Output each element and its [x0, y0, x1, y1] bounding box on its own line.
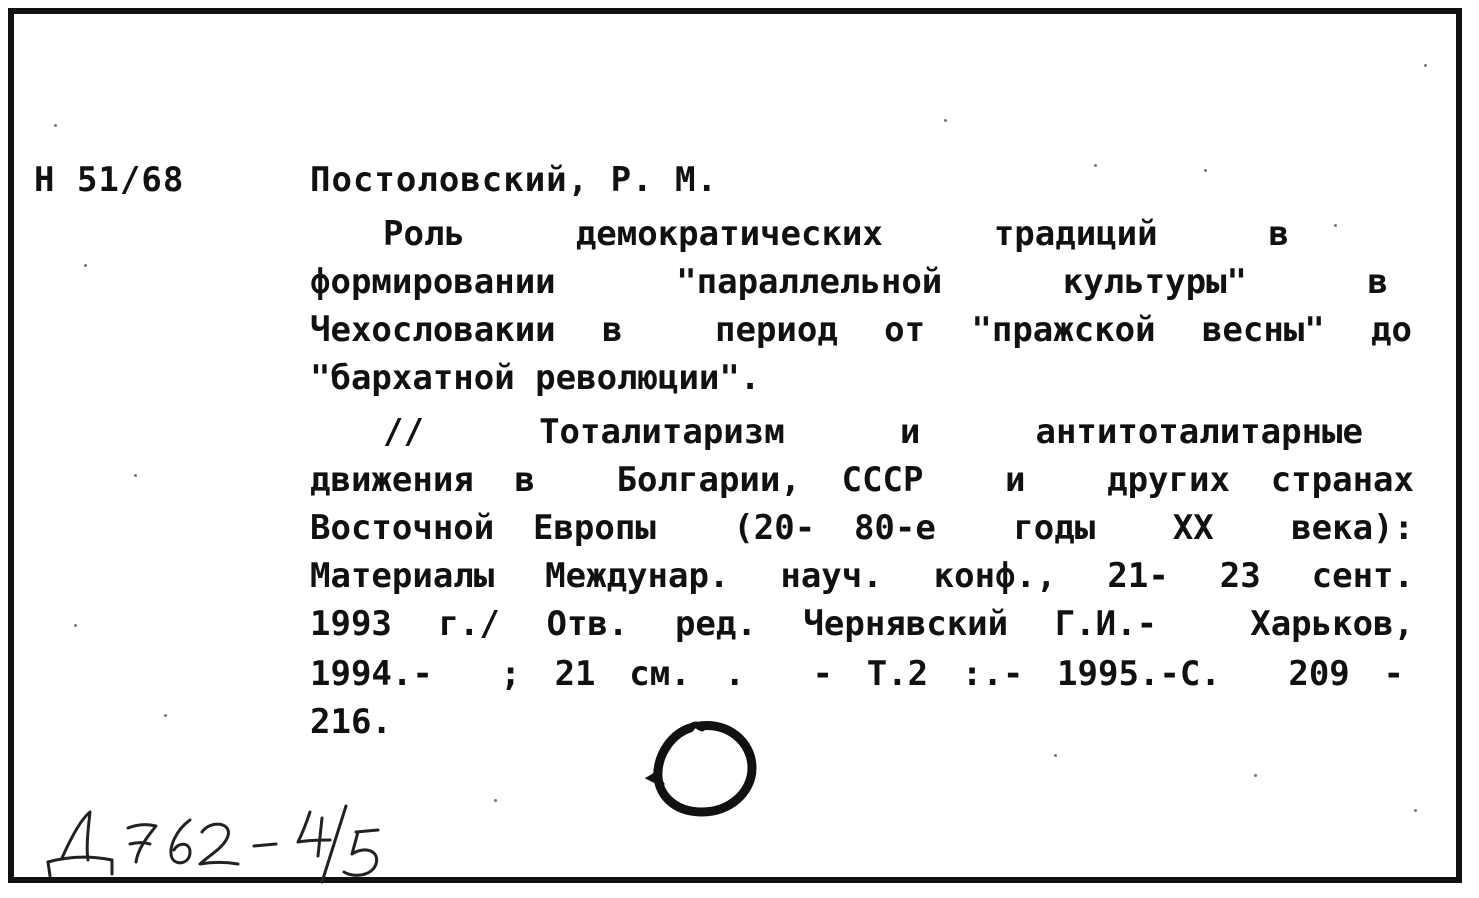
speck [1094, 164, 1097, 167]
speck [1254, 774, 1257, 777]
handwritten-note [40, 790, 400, 890]
record-line-3: Чехословакии в период от "пражской весны" до [310, 310, 1412, 350]
speck [54, 124, 57, 127]
speck [74, 624, 77, 627]
author-heading: Постоловский, Р. М. [310, 160, 718, 200]
record-line-8: Материалы Междунар. науч. конф., 21- 23 сент. [310, 556, 1414, 596]
record-line-11: 216. [310, 702, 392, 742]
record-line-6: движения в Болгарии, СССР и других странах [310, 460, 1414, 500]
speck [1054, 754, 1057, 757]
speck [84, 264, 87, 267]
record-line-5: // Тоталитаризм и антитоталитарные [383, 412, 1363, 452]
speck [164, 714, 167, 717]
record-line-10: 1994.- ; 21 см. . - Т.2 :.- 1995.-С. 209 - [310, 654, 1404, 694]
record-line-9: 1993 г./ Отв. ред. Чернявский Г.И.- Харьков, [310, 604, 1414, 644]
record-line-4: "бархатной революции". [310, 358, 761, 398]
record-line-1: Роль демократических традиций в [383, 214, 1289, 254]
speck [1414, 809, 1417, 812]
library-stamp-icon [640, 712, 765, 822]
speck [1204, 169, 1207, 172]
speck [944, 119, 947, 122]
speck [1424, 64, 1427, 67]
speck [134, 474, 137, 477]
speck [494, 799, 497, 802]
record-line-2: формировании "параллельной культуры" в [310, 262, 1388, 302]
shelfmark: Н 51/68 [34, 160, 185, 200]
record-line-7: Восточной Европы (20- 80-е годы XX века): [310, 508, 1414, 548]
speck [1334, 224, 1337, 227]
